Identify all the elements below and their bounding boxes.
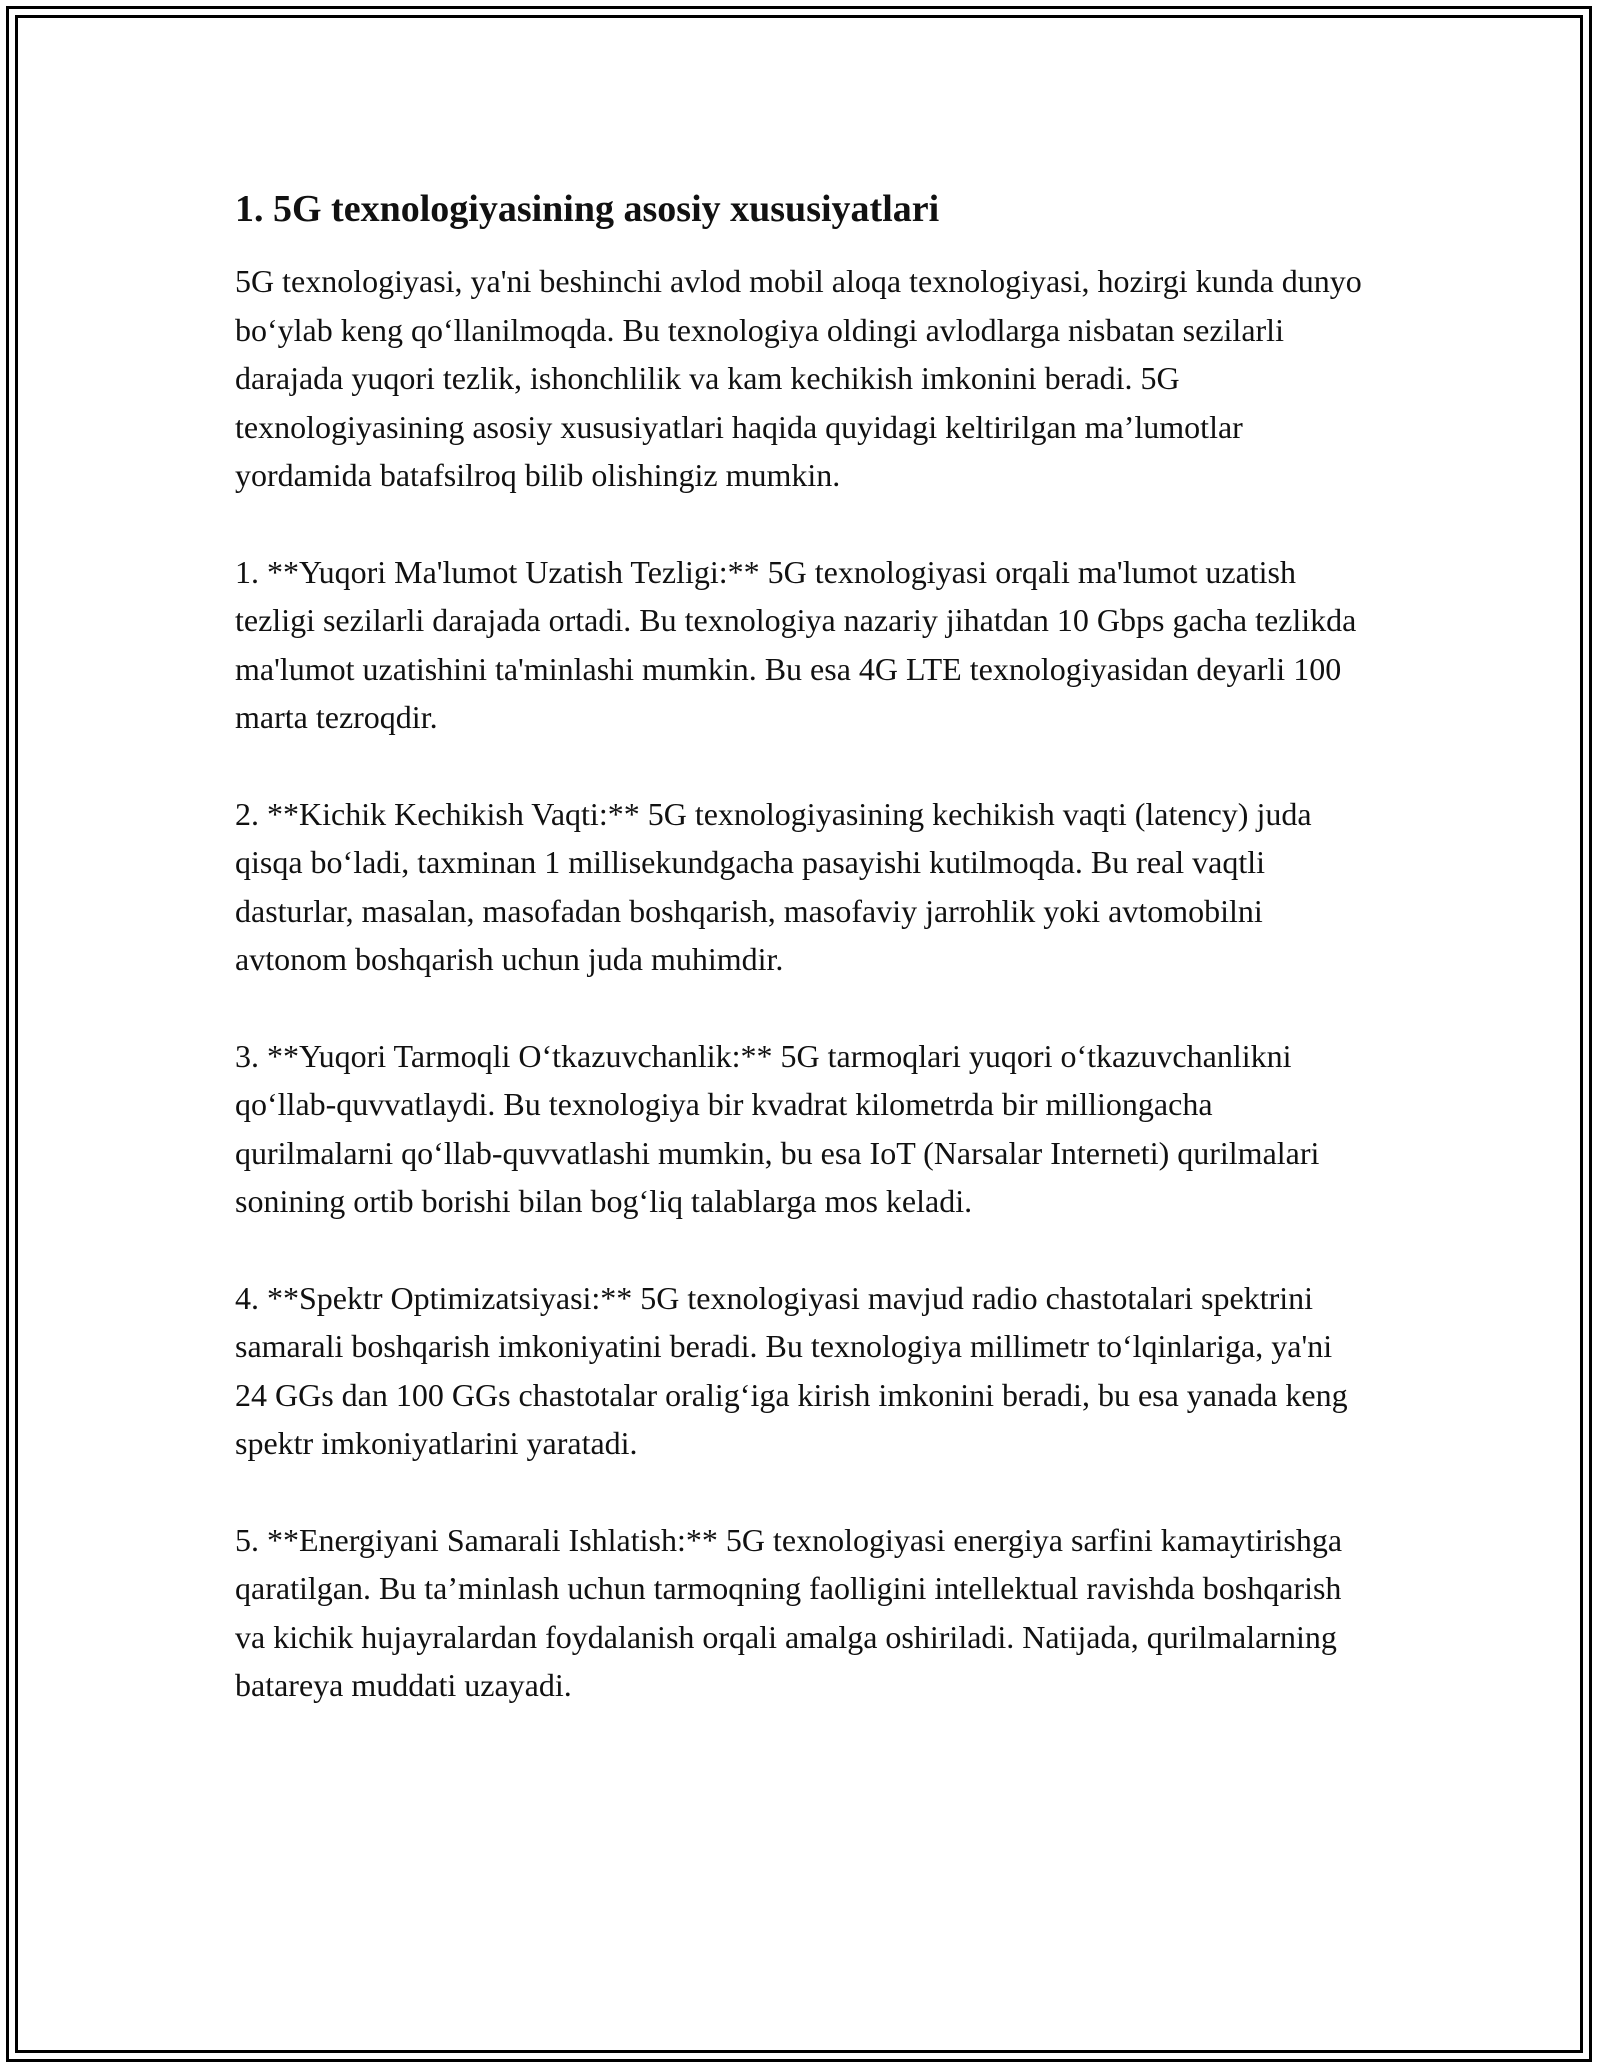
document-body [235, 185, 1365, 1758]
item-high-capacity: 3. **Yuqori Tarmoqli O‘tkazuvchanlik:** 5G tarmoqlari yuqori o‘tkazuvchanlikni qo‘llab-quvvatlaydi. Bu texnologiya bir kvadrat kilometrda bir milliongacha qurilmalarni qo‘llab-quvvatlashi mumkin, bu esa IoT (Narsalar Interneti) qurilmalari sonining ortib borishi bilan bog‘liq talablarga mos keladi. [235, 1037, 1320, 1219]
section-heading: 1. 5G texnologiyasining asosiy xususiyatlari [235, 188, 940, 230]
item-spectrum-optimization: 4. **Spektr Optimizatsiyasi:** 5G texnologiyasi mavjud radio chastotalari spektrini samarali boshqarish imkoniyatini beradi. Bu texnologiya millimetr to‘lqinlariga, ya'ni 24 GGs dan 100 GGs chastotalar oralig‘iga kirish imkonini beradi, bu esa yanada keng spektr imkoniyatlarini yaratadi. [235, 1279, 1348, 1461]
item-low-latency: 2. **Kichik Kechikish Vaqti:** 5G texnologiyasining kechikish vaqti (latency) juda qisqa bo‘ladi, taxminan 1 millisekundgacha pasayishi kutilmoqda. Bu real vaqtli dasturlar, masalan, masofadan boshqarish, masofaviy jarrohlik yoki avtomobilni avtonom boshqarish uchun juda muhimdir. [235, 795, 1312, 977]
item-energy-efficiency: 5. **Energiyani Samarali Ishlatish:** 5G texnologiyasi energiya sarfini kamaytirishga qaratilgan. Bu ta’minlash uchun tarmoqning faolligini intellektual ravishda boshqarish va kichik hujayralardan foydalanish orqali amalga oshiriladi. Natijada, qurilmalarning batareya muddati uzayadi. [235, 1521, 1343, 1703]
item-data-transfer-speed: 1. **Yuqori Ma'lumot Uzatish Tezligi:** 5G texnologiyasi orqali ma'lumot uzatish tezligi sezilarli darajada ortadi. Bu texnologiya nazariy jihatdan 10 Gbps gacha tezlikda ma'lumot uzatishini ta'minlashi mumkin. Bu esa 4G LTE texnologiyasidan deyarli 100 marta tezroqdir. [235, 553, 1357, 735]
intro-paragraph: 5G texnologiyasi, ya'ni beshinchi avlod mobil aloqa texnologiyasi, hozirgi kunda dunyo bo‘ylab keng qo‘llanilmoqda. Bu texnologiya oldingi avlodlarga nisbatan sezilarli darajada yuqori tezlik, ishonchlilik va kam kechikish imkonini beradi. 5G texnologiyasining asosiy xususiyatlari haqida quyidagi keltirilgan ma’lumotlar yordamida batafsilroq bilib olishingiz mumkin. [235, 263, 1362, 493]
